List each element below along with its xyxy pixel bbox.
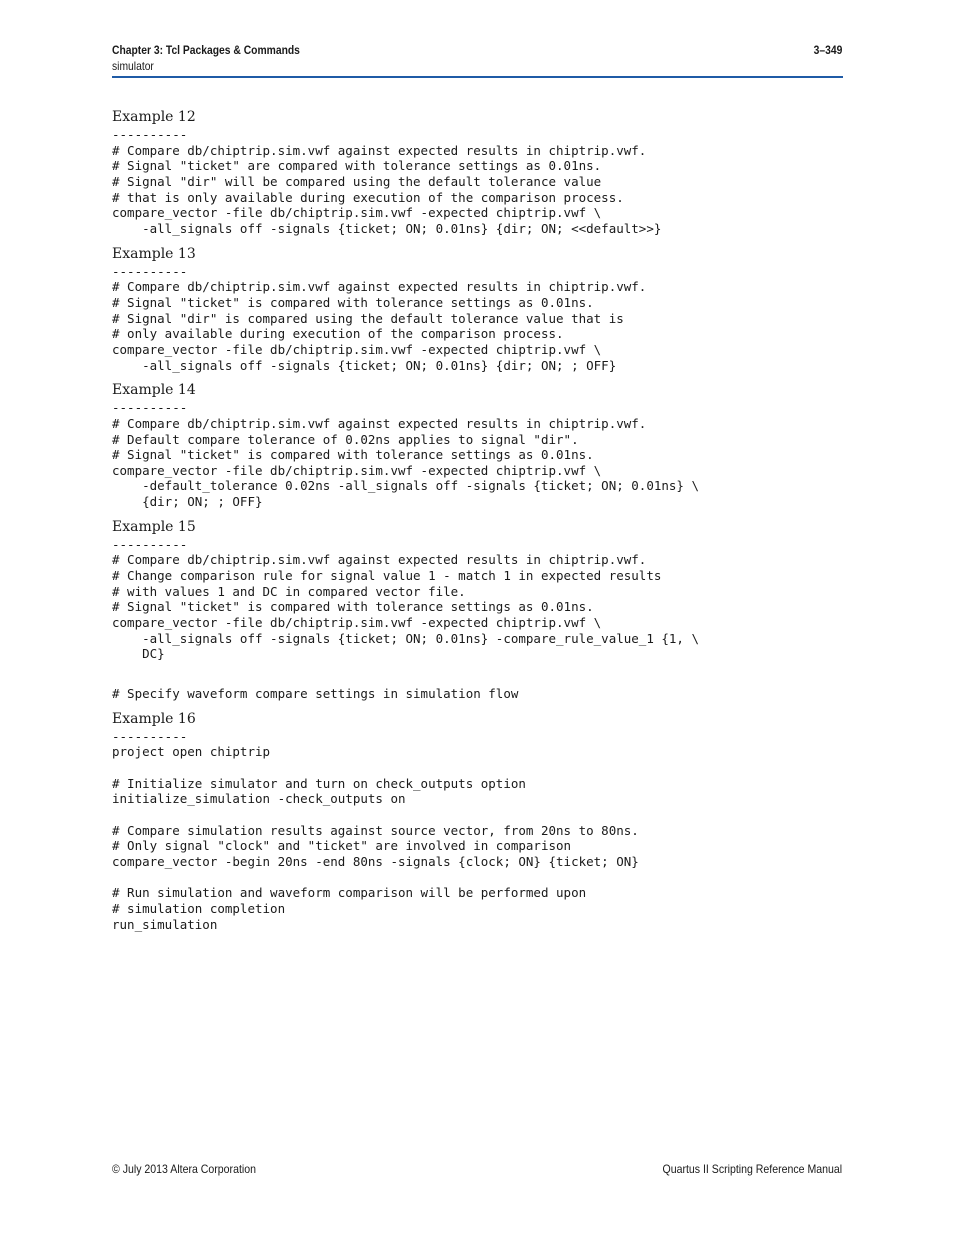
page-body <box>112 108 843 932</box>
code-listing: ---------- # Compare db/chiptrip.sim.vwf against expected results in chiptrip.vwf. # Default compare tolerance of 0.02ns applies to signal "dir". # Signal "ticket" is compared with tolerance settings as 0.01ns. compare_vector -file db/chiptrip.sim.vwf -expected chiptrip.vwf \ -default_tolerance 0.02ns -all_signals off -signals {ticket; ON; 0.01ns} \ {dir; ON; ; OFF} <box>112 400 699 510</box>
code-listing: ---------- # Compare db/chiptrip.sim.vwf against expected results in chiptrip.vwf. # Signal "ticket" is compared with tolerance settings as 0.01ns. # Signal "dir" is compared using the default tolerance value that is # only available during execution of the comparison process. compare_vector -file db/chiptrip.sim.vwf -expected chiptrip.vwf \ -all_signals off -signals {ticket; ON; 0.01ns} {dir; ON; ; OFF} <box>112 263 647 373</box>
example-title: Example 12 <box>112 109 196 125</box>
section-comment: # Specify waveform compare settings in simulation flow <box>112 686 519 702</box>
footer-manual-title: Quartus II Scripting Reference Manual <box>662 1162 842 1176</box>
footer-copyright: © July 2013 Altera Corporation <box>112 1162 256 1176</box>
example-title: Example 15 <box>112 518 196 535</box>
header-rule <box>112 76 843 78</box>
example-block <box>112 245 843 374</box>
example-block <box>112 108 843 237</box>
example-block <box>112 710 843 933</box>
code-listing: ---------- # Compare db/chiptrip.sim.vwf against expected results in chiptrip.vwf. # Change comparison rule for signal value 1 - match 1 in expected results # with values 1 and DC in compared vector file. # Signal "ticket" is compared with tolerance settings as 0.01ns. compare_vector -file db/chiptrip.sim.vwf -expected chiptrip.vwf \ -all_signals off -signals {ticket; ON; 0.01ns} -compare_rule_value_1 {1, \ DC} <box>112 536 699 662</box>
example-block <box>112 518 843 662</box>
page-number: 3–349 <box>813 43 842 57</box>
example-block <box>112 381 843 510</box>
code-listing: ---------- project open chiptrip # Initialize simulator and turn on check_outputs option initialize_simulation -check_outputs on # Compare simulation results against source vector, from 20ns to 80ns. # Only signal "clock" and "ticket" are involved in comparison compare_vector -begin 20ns -end 80ns -signals {clock; ON} {ticket; ON} # Run simulation and waveform comparison will be performed upon # simulation completion run_simulation <box>112 728 639 932</box>
example-title: Example 14 <box>112 382 196 399</box>
running-header-section: simulator <box>112 59 154 73</box>
example-title: Example 16 <box>112 710 196 727</box>
example-title: Example 13 <box>112 245 196 262</box>
running-header-chapter: Chapter 3: Tcl Packages & Commands <box>112 43 300 57</box>
code-listing: ---------- # Compare db/chiptrip.sim.vwf against expected results in chiptrip.vwf. # Signal "ticket" are compared with tolerance settings as 0.01ns. # Signal "dir" will be compared using the default tolerance value # that is only available during execution of the comparison process. compare_vector -file db/chiptrip.sim.vwf -expected chiptrip.vwf \ -all_signals off -signals {ticket; ON; 0.01ns} {dir; ON; <<default>>} <box>112 127 662 236</box>
